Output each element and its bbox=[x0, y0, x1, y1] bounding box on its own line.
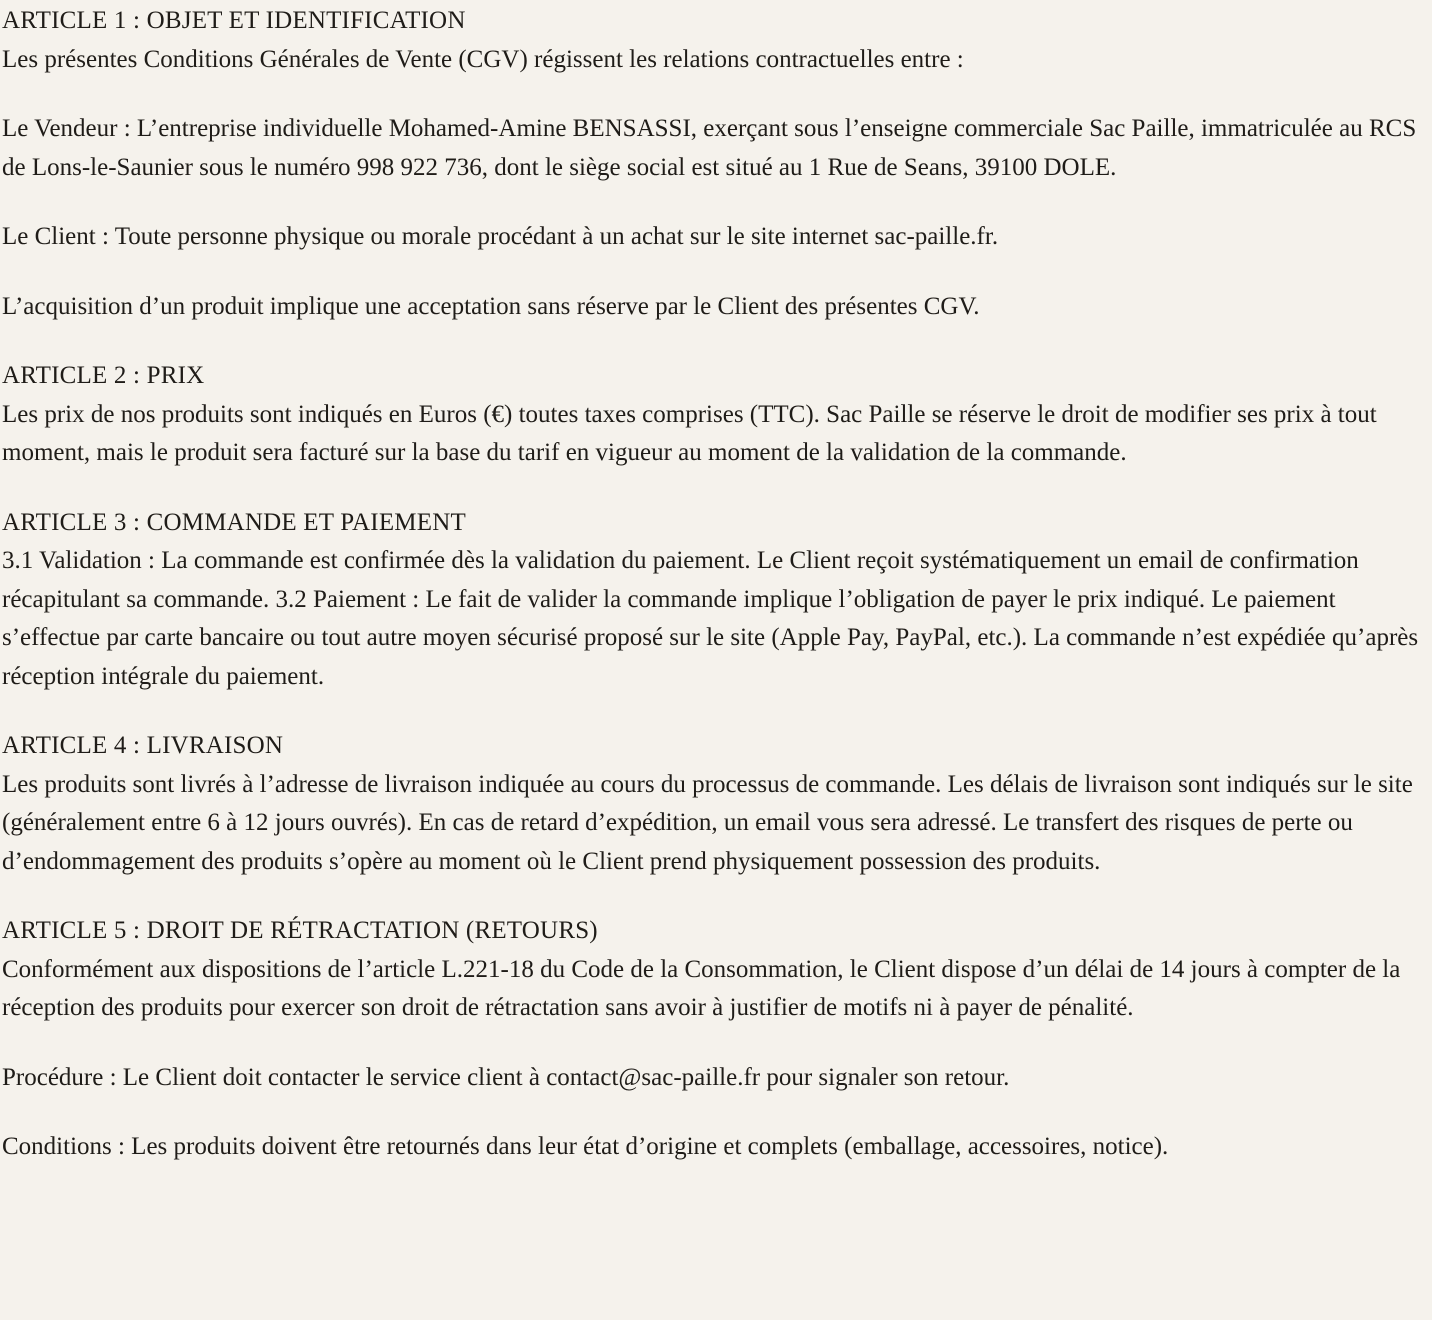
article-paragraph: Le Client : Toute personne physique ou morale procédant à un achat sur le site internet sac-paille.fr. bbox=[2, 223, 999, 250]
article-paragraph: Conditions : Les produits doivent être retournés dans leur état d’origine et complets (emballage, accessoires, notice). bbox=[2, 1133, 1169, 1160]
article-paragraph: Les présentes Conditions Générales de Vente (CGV) régissent les relations contractuelles entre : bbox=[2, 45, 964, 73]
article-heading: ARTICLE 5 : DROIT DE RÉTRACTATION (RETOURS) bbox=[2, 917, 598, 944]
article-paragraph: Les produits sont livrés à l’adresse de livraison indiquée au cours du processus de commande. Les délais de livraison sont indiqués sur le site (généralement entre 6 à 12 jours ouvrés). En cas de retard d’expédition, un email vous sera adressé. Le transfert des risques de perte ou d’endommagement des produits s’opère au moment où le Client prend physiquement possession des produits. bbox=[2, 770, 1413, 875]
article-heading: ARTICLE 3 : COMMANDE ET PAIEMENT bbox=[2, 508, 466, 536]
article-4 bbox=[2, 727, 1430, 881]
article-paragraph: Les prix de nos produits sont indiqués en Euros (€) toutes taxes comprises (TTC). Sac Paille se réserve le droit de modifier ses prix à tout moment, mais le produit sera facturé sur la base du tarif en vigueur au moment de la validation de la commande. bbox=[2, 400, 1377, 466]
article-1 bbox=[2, 2, 1430, 326]
article-3 bbox=[2, 504, 1430, 697]
article-5 bbox=[2, 912, 1430, 1167]
article-paragraph: Le Vendeur : L’entreprise individuelle Mohamed-Amine BENSASSI, exerçant sous l’enseigne commerciale Sac Paille, immatriculée au RCS de Lons-le-Saunier sous le numéro 998 922 736, dont le siège social est situé au 1 Rue de Seans, 39100 DOLE. bbox=[2, 115, 1417, 181]
article-heading: ARTICLE 1 : OBJET ET IDENTIFICATION bbox=[2, 7, 466, 34]
article-heading: ARTICLE 4 : LIVRAISON bbox=[2, 732, 284, 759]
article-heading: ARTICLE 2 : PRIX bbox=[2, 362, 205, 389]
article-paragraph: 3.1 Validation : La commande est confirmée dès la validation du paiement. Le Client reçoit systématiquement un email de confirmation récapitulant sa commande. 3.2 Paiement : Le fait de valider la commande implique l’obligation de payer le prix indiqué. Le paiement s’effectue par carte bancaire ou tout autre moyen sécurisé proposé sur le site (Apple Pay, PayPal, etc.). La commande n’est expédiée qu’après réception intégrale du paiement. bbox=[2, 547, 1419, 690]
article-2 bbox=[2, 357, 1430, 473]
article-paragraph: Conformément aux dispositions de l’article L.221-18 du Code de la Consommation, le Client dispose d’un délai de 14 jours à compter de la réception des produits pour exercer son droit de rétractation sans avoir à justifier de motifs ni à payer de pénalité. bbox=[2, 955, 1401, 1021]
article-paragraph: Procédure : Le Client doit contacter le service client à contact@sac-paille.fr pour signaler son retour. bbox=[2, 1063, 1010, 1091]
article-paragraph: L’acquisition d’un produit implique une acceptation sans réserve par le Client des présentes CGV. bbox=[2, 292, 980, 320]
